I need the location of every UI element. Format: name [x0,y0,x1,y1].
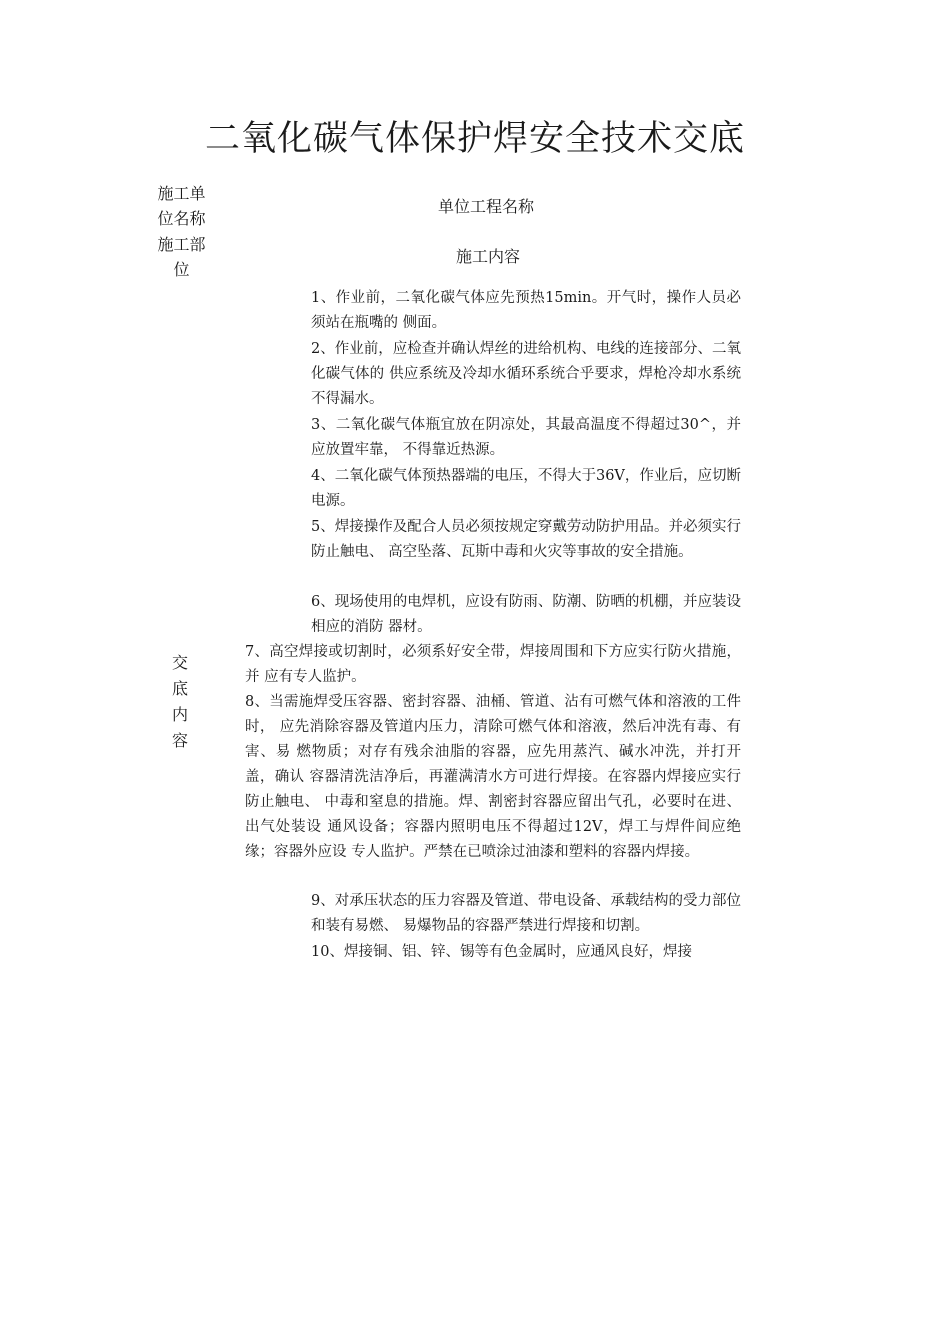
project-name-label: 单位工程名称 [438,197,535,216]
paragraph-1: 1、作业前，二氧化碳气体应先预热15min。开气时，操作人员必须站在瓶嘴的 侧面。 [311,290,741,331]
paragraph-10: 10、焊接铜、铝、锌、锡等有色金属时，应通风良好，焊接 [311,944,692,960]
paragraph-4: 4、二氧化碳气体预热器端的电压，不得大于36V，作业后，应切断电源。 [311,468,741,509]
paragraph-8: 8、当需施焊受压容器、密封容器、油桶、管道、沾有可燃气体和溶液的工件时， 应先消除容器及管道内压力，清除可燃气体和溶液，然后冲洗有毒、有害、易 燃物质；对存有残余油脂的容器，应先用蒸汽、碱水冲洗，并打开盖，确认 容器清洗洁净后，再灌满清水方可进行焊接。在容器内焊接应实行防止触电、 中毒和窒息的措施。焊、割密封容器应留出气孔，必要时在进、出气处装设 通风设备；容器内照明电压不得超过12V，焊工与焊件间应绝缘；容器外应设 专人监护。严禁在已喷涂过油漆和塑料的容器内焊接。 [245,694,741,860]
paragraph-3: 3、二氧化碳气体瓶宜放在阴凉处，其最高温度不得超过30^，并应放置牢靠， 不得靠近热源。 [311,417,741,458]
construction-unit-name-label: 施工单位名称 [157,184,206,228]
construction-content-label: 施工内容 [456,247,521,266]
document-title: 二氧化碳气体保护焊安全技术交底 [204,119,745,159]
paragraph-5: 5、焊接操作及配合人员必须按规定穿戴劳动防护用品。并必须实行防止触电、 高空坠落、瓦斯中毒和火灾等事故的安全措施。 [311,519,741,560]
paragraph-7: 7、高空焊接或切割时，必须系好安全带，焊接周围和下方应实行防火措施，并 应有专人监护。 [245,644,741,685]
disclosure-content-label: 交底内容 [171,653,188,750]
paragraph-6: 6、现场使用的电焊机，应设有防雨、防潮、防晒的机棚，并应装设相应的消防 器材。 [311,594,741,635]
paragraph-2: 2、作业前，应检查并确认焊丝的进给机构、电线的连接部分、二氧化碳气体的 供应系统及冷却水循环系统合乎要求，焊枪冷却水系统不得漏水。 [311,341,741,407]
construction-part-label: 施工部位 [157,235,206,279]
paragraph-9: 9、对承压状态的压力容器及管道、带电设备、承载结构的受力部位和装有易燃、 易爆物品的容器严禁进行焊接和切割。 [311,893,741,934]
